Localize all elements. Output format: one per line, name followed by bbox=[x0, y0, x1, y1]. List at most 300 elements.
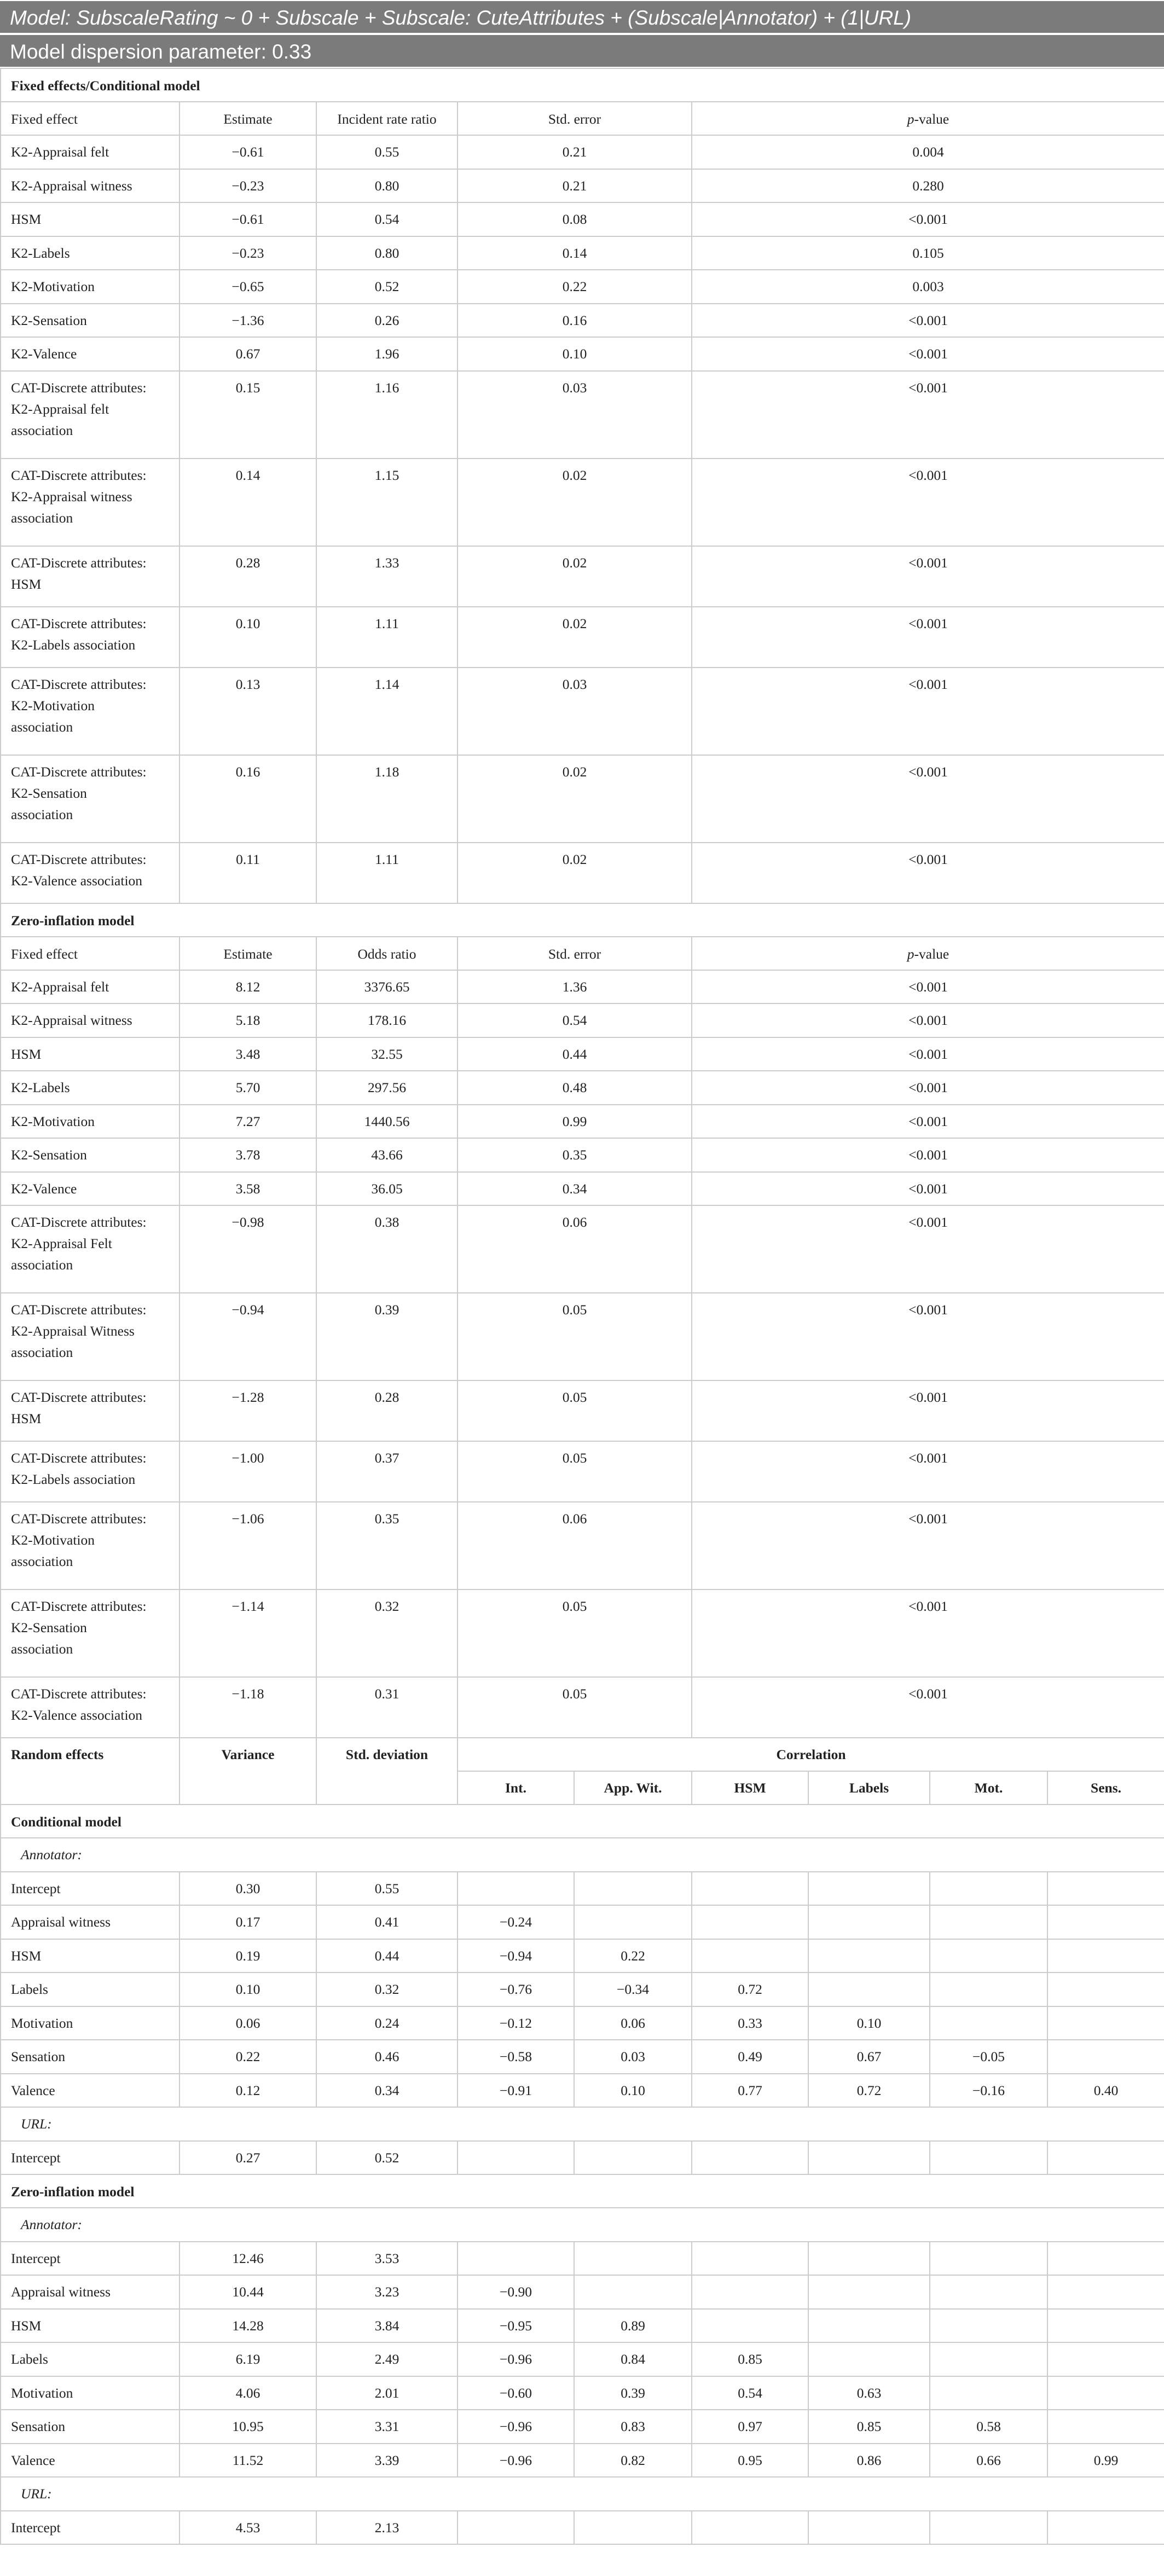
estimate: −0.61 bbox=[179, 135, 316, 169]
std-error: 0.02 bbox=[458, 607, 692, 668]
ratio: 0.52 bbox=[316, 270, 458, 304]
effect-name bbox=[1, 1441, 179, 1502]
correlation-cell bbox=[808, 2242, 930, 2276]
std-deviation: 0.52 bbox=[316, 2141, 458, 2175]
correlation-cell: −0.24 bbox=[458, 1905, 574, 1939]
p-value-cell: <0.001 bbox=[692, 1138, 1164, 1172]
correlation-cell: −0.16 bbox=[930, 2074, 1047, 2108]
results-table-body bbox=[1, 68, 1164, 2544]
header-row bbox=[1, 102, 1164, 135]
correlation-cell: −0.96 bbox=[458, 2410, 574, 2444]
effect-name-line: CAT-Discrete attributes: bbox=[11, 615, 147, 631]
correlation-cell: 0.89 bbox=[574, 2309, 692, 2343]
effect-name: HSM bbox=[1, 202, 179, 236]
effect-name-line: K2-Labels association bbox=[11, 636, 136, 653]
estimate: −1.28 bbox=[179, 1380, 316, 1441]
std-error: 0.05 bbox=[458, 1589, 692, 1677]
variance: 11.52 bbox=[179, 2444, 316, 2478]
std-deviation: 2.01 bbox=[316, 2376, 458, 2410]
variance: 10.95 bbox=[179, 2410, 316, 2444]
estimate: 0.10 bbox=[179, 607, 316, 668]
effect-name: K2-Labels bbox=[1, 236, 179, 270]
section-row bbox=[1, 903, 1164, 937]
effect-name bbox=[1, 668, 179, 755]
table-row bbox=[1, 1172, 1164, 1206]
table-row bbox=[1, 2342, 1164, 2376]
correlation-cell: 0.99 bbox=[1047, 2444, 1164, 2478]
std-error: 0.06 bbox=[458, 1205, 692, 1293]
p-value-cell: <0.001 bbox=[692, 607, 1164, 668]
std-error: 0.06 bbox=[458, 1502, 692, 1589]
section-label: Fixed effects/Conditional model bbox=[1, 68, 1164, 102]
ratio: 0.35 bbox=[316, 1502, 458, 1589]
correlation-cell bbox=[1047, 2410, 1164, 2444]
std-error: 0.35 bbox=[458, 1138, 692, 1172]
section-row bbox=[1, 68, 1164, 102]
ratio: 178.16 bbox=[316, 1003, 458, 1037]
table-row bbox=[1, 843, 1164, 903]
p-value-cell: 0.280 bbox=[692, 169, 1164, 203]
effect-name-line: CAT-Discrete attributes: bbox=[11, 554, 147, 571]
estimate: −1.06 bbox=[179, 1502, 316, 1589]
effect-name-line: association bbox=[11, 718, 73, 735]
std-deviation: 0.32 bbox=[316, 1972, 458, 2006]
table-row bbox=[1, 1003, 1164, 1037]
random-subgroup-row bbox=[1, 2477, 1164, 2511]
p-value-cell: <0.001 bbox=[692, 1037, 1164, 1071]
ratio: 0.55 bbox=[316, 135, 458, 169]
effect-name: K2-Motivation bbox=[1, 270, 179, 304]
correlation-cell bbox=[808, 1905, 930, 1939]
effect-name bbox=[1, 1205, 179, 1293]
estimate: 5.18 bbox=[179, 1003, 316, 1037]
effect-name-line: K2-Appraisal felt bbox=[11, 401, 109, 417]
effect-name-line: HSM bbox=[11, 1411, 42, 1426]
estimate: −0.23 bbox=[179, 236, 316, 270]
correlation-cell: 0.97 bbox=[692, 2410, 808, 2444]
random-effect-name: Labels bbox=[1, 1972, 179, 2006]
table-row bbox=[1, 169, 1164, 203]
ratio: 3376.65 bbox=[316, 970, 458, 1004]
variance: 0.30 bbox=[179, 1872, 316, 1906]
std-deviation: 0.41 bbox=[316, 1905, 458, 1939]
correlation-cell bbox=[808, 1972, 930, 2006]
correlation-cell bbox=[692, 1939, 808, 1973]
header-row bbox=[1, 937, 1164, 970]
variance: 4.06 bbox=[179, 2376, 316, 2410]
table-row bbox=[1, 2006, 1164, 2040]
estimate: −1.18 bbox=[179, 1677, 316, 1738]
table-row bbox=[1, 1441, 1164, 1502]
std-error: 0.08 bbox=[458, 202, 692, 236]
table-row bbox=[1, 1205, 1164, 1293]
ratio: 0.38 bbox=[316, 1205, 458, 1293]
correlation-cell: −0.96 bbox=[458, 2444, 574, 2478]
corr-header: Int. bbox=[458, 1771, 574, 1805]
model-formula-banner: Model: SubscaleRating ~ 0 + Subscale + Subscale: CuteAttributes + (Subscale|Annotator) + (1|URL) bbox=[0, 0, 1164, 34]
correlation-cell bbox=[692, 2309, 808, 2343]
correlation-cell: 0.06 bbox=[574, 2006, 692, 2040]
table-row bbox=[1, 1677, 1164, 1738]
effect-name-line: CAT-Discrete attributes: bbox=[11, 1511, 147, 1527]
section-label: Zero-inflation model bbox=[1, 903, 1164, 937]
correlation-cell bbox=[930, 2511, 1047, 2545]
correlation-cell: 0.58 bbox=[930, 2410, 1047, 2444]
effect-name-line: K2-Appraisal Felt bbox=[11, 1235, 112, 1251]
ratio: 36.05 bbox=[316, 1172, 458, 1206]
correlation-cell bbox=[1047, 1939, 1164, 1973]
p-value-cell: 0.105 bbox=[692, 236, 1164, 270]
correlation-cell: 0.10 bbox=[808, 2006, 930, 2040]
std-error: 0.02 bbox=[458, 459, 692, 546]
effect-name bbox=[1, 459, 179, 546]
correlation-cell: −0.76 bbox=[458, 1972, 574, 2006]
ratio: 1.96 bbox=[316, 337, 458, 371]
correlation-cell: 0.85 bbox=[692, 2342, 808, 2376]
correlation-cell bbox=[1047, 2511, 1164, 2545]
correlation-cell: 0.67 bbox=[808, 2040, 930, 2074]
table-row bbox=[1, 755, 1164, 843]
estimate: 3.48 bbox=[179, 1037, 316, 1071]
effect-name-line: association bbox=[11, 422, 73, 438]
p-value-cell: <0.001 bbox=[692, 668, 1164, 755]
p-value-cell bbox=[692, 937, 1164, 970]
estimate: −1.36 bbox=[179, 304, 316, 338]
random-subgroup-row bbox=[1, 2107, 1164, 2141]
std-deviation: 0.24 bbox=[316, 2006, 458, 2040]
ratio: 0.80 bbox=[316, 169, 458, 203]
random-effect-name: Intercept bbox=[1, 2242, 179, 2276]
table-row bbox=[1, 135, 1164, 169]
estimate: 0.13 bbox=[179, 668, 316, 755]
ratio: 0.31 bbox=[316, 1677, 458, 1738]
p-value-cell: <0.001 bbox=[692, 970, 1164, 1004]
table-row bbox=[1, 371, 1164, 459]
variance: 0.06 bbox=[179, 2006, 316, 2040]
p-italic: p bbox=[907, 111, 914, 127]
p-value-cell: <0.001 bbox=[692, 1589, 1164, 1677]
table-row bbox=[1, 1589, 1164, 1677]
effect-name bbox=[1, 1589, 179, 1677]
correlation-cell: 0.49 bbox=[692, 2040, 808, 2074]
effect-name-line: K2-Motivation bbox=[11, 697, 95, 713]
variance: 0.19 bbox=[179, 1939, 316, 1973]
effect-name bbox=[1, 843, 179, 903]
random-effect-name: Intercept bbox=[1, 2141, 179, 2175]
correlation-cell bbox=[1047, 2006, 1164, 2040]
effect-name-line: CAT-Discrete attributes: bbox=[11, 851, 147, 867]
correlation-cell: 0.33 bbox=[692, 2006, 808, 2040]
ratio: 1.16 bbox=[316, 371, 458, 459]
random-effect-name: Labels bbox=[1, 2342, 179, 2376]
effect-name bbox=[1, 1677, 179, 1738]
estimate: 8.12 bbox=[179, 970, 316, 1004]
col-header-random: Random effects bbox=[1, 1738, 179, 1805]
correlation-cell: 0.95 bbox=[692, 2444, 808, 2478]
random-effect-name: Valence bbox=[1, 2074, 179, 2108]
table-row bbox=[1, 270, 1164, 304]
random-group-row bbox=[1, 1805, 1164, 1838]
results-table bbox=[0, 68, 1164, 2545]
correlation-cell: −0.95 bbox=[458, 2309, 574, 2343]
table-row bbox=[1, 202, 1164, 236]
table-row bbox=[1, 1105, 1164, 1139]
correlation-cell bbox=[808, 2309, 930, 2343]
effect-name-line: CAT-Discrete attributes: bbox=[11, 1686, 147, 1702]
table-row bbox=[1, 970, 1164, 1004]
col-header-stderr: Std. error bbox=[458, 937, 692, 970]
correlation-cell bbox=[1047, 2242, 1164, 2276]
p-value-cell: 0.003 bbox=[692, 270, 1164, 304]
correlation-cell bbox=[692, 1905, 808, 1939]
corr-header: HSM bbox=[692, 1771, 808, 1805]
effect-name-line: association bbox=[11, 1553, 73, 1569]
std-deviation: 3.84 bbox=[316, 2309, 458, 2343]
table-row bbox=[1, 668, 1164, 755]
correlation-cell bbox=[930, 2309, 1047, 2343]
correlation-cell: −0.05 bbox=[930, 2040, 1047, 2074]
effect-name-line: HSM bbox=[11, 576, 42, 592]
corr-header: App. Wit. bbox=[574, 1771, 692, 1805]
ratio: 0.26 bbox=[316, 304, 458, 338]
effect-name: K2-Sensation bbox=[1, 1138, 179, 1172]
dispersion-banner: Model dispersion parameter: 0.33 bbox=[0, 34, 1164, 68]
estimate: −0.94 bbox=[179, 1293, 316, 1380]
p-value-cell: <0.001 bbox=[692, 1205, 1164, 1293]
correlation-cell bbox=[930, 1905, 1047, 1939]
std-error: 0.05 bbox=[458, 1380, 692, 1441]
correlation-cell bbox=[1047, 1972, 1164, 2006]
p-value-cell: <0.001 bbox=[692, 1071, 1164, 1105]
estimate: 0.28 bbox=[179, 546, 316, 607]
p-value-cell: <0.001 bbox=[692, 459, 1164, 546]
table-row bbox=[1, 1972, 1164, 2006]
table-row bbox=[1, 337, 1164, 371]
std-error: 0.02 bbox=[458, 843, 692, 903]
ratio: 43.66 bbox=[316, 1138, 458, 1172]
table-row bbox=[1, 2511, 1164, 2545]
col-header-stddev: Std. deviation bbox=[316, 1738, 458, 1805]
std-deviation: 0.34 bbox=[316, 2074, 458, 2108]
correlation-cell bbox=[930, 1939, 1047, 1973]
correlation-cell bbox=[692, 2275, 808, 2309]
correlation-cell bbox=[574, 2511, 692, 2545]
correlation-cell: −0.96 bbox=[458, 2342, 574, 2376]
correlation-cell bbox=[930, 2275, 1047, 2309]
correlation-cell: −0.90 bbox=[458, 2275, 574, 2309]
correlation-cell bbox=[808, 2511, 930, 2545]
table-row bbox=[1, 2141, 1164, 2175]
std-deviation: 3.39 bbox=[316, 2444, 458, 2478]
variance: 0.22 bbox=[179, 2040, 316, 2074]
ratio: 0.28 bbox=[316, 1380, 458, 1441]
random-subgroup-label: URL: bbox=[1, 2477, 1164, 2511]
table-row bbox=[1, 1071, 1164, 1105]
p-italic: p bbox=[907, 945, 914, 962]
std-error: 0.22 bbox=[458, 270, 692, 304]
corr-header: Sens. bbox=[1047, 1771, 1164, 1805]
std-error: 0.05 bbox=[458, 1293, 692, 1380]
correlation-cell bbox=[930, 2342, 1047, 2376]
table-row bbox=[1, 2040, 1164, 2074]
p-value-cell: <0.001 bbox=[692, 1677, 1164, 1738]
estimate: 0.14 bbox=[179, 459, 316, 546]
correlation-cell bbox=[1047, 1872, 1164, 1906]
variance: 0.27 bbox=[179, 2141, 316, 2175]
col-header-correlation: Correlation bbox=[458, 1738, 1164, 1771]
effect-name-line: association bbox=[11, 509, 73, 526]
col-header-ratio: Odds ratio bbox=[316, 937, 458, 970]
ratio: 32.55 bbox=[316, 1037, 458, 1071]
random-effect-name: Sensation bbox=[1, 2040, 179, 2074]
correlation-cell: 0.77 bbox=[692, 2074, 808, 2108]
col-header-effect: Fixed effect bbox=[1, 102, 179, 135]
effect-name: K2-Sensation bbox=[1, 304, 179, 338]
table-row bbox=[1, 1872, 1164, 1906]
p-value-cell: <0.001 bbox=[692, 1003, 1164, 1037]
correlation-cell bbox=[458, 2511, 574, 2545]
std-error: 0.21 bbox=[458, 135, 692, 169]
estimate: 3.78 bbox=[179, 1138, 316, 1172]
correlation-cell bbox=[808, 2141, 930, 2175]
effect-name: K2-Appraisal felt bbox=[1, 135, 179, 169]
p-value-cell: <0.001 bbox=[692, 546, 1164, 607]
effect-name-line: K2-Sensation bbox=[11, 1620, 87, 1635]
correlation-cell bbox=[808, 1872, 930, 1906]
corr-header: Mot. bbox=[930, 1771, 1047, 1805]
col-header-effect: Fixed effect bbox=[1, 937, 179, 970]
p-value-cell: 0.004 bbox=[692, 135, 1164, 169]
std-error: 0.48 bbox=[458, 1071, 692, 1105]
ratio: 1.14 bbox=[316, 668, 458, 755]
p-value-cell: <0.001 bbox=[692, 371, 1164, 459]
estimate: 0.15 bbox=[179, 371, 316, 459]
estimate: 0.67 bbox=[179, 337, 316, 371]
estimate: −0.65 bbox=[179, 270, 316, 304]
correlation-cell bbox=[808, 2275, 930, 2309]
correlation-cell bbox=[808, 1939, 930, 1973]
ratio: 0.32 bbox=[316, 1589, 458, 1677]
correlation-cell bbox=[1047, 2342, 1164, 2376]
correlation-cell: 0.63 bbox=[808, 2376, 930, 2410]
random-effect-name: Motivation bbox=[1, 2376, 179, 2410]
std-deviation: 3.31 bbox=[316, 2410, 458, 2444]
random-subgroup-row bbox=[1, 1838, 1164, 1872]
effect-name bbox=[1, 1380, 179, 1441]
random-header-row bbox=[1, 1738, 1164, 1771]
effect-name-line: CAT-Discrete attributes: bbox=[11, 1214, 147, 1230]
effect-name-line: CAT-Discrete attributes: bbox=[11, 1302, 147, 1318]
p-value-cell: <0.001 bbox=[692, 304, 1164, 338]
effect-name-line: K2-Motivation bbox=[11, 1532, 95, 1548]
correlation-cell bbox=[1047, 2309, 1164, 2343]
estimate: −1.00 bbox=[179, 1441, 316, 1502]
ratio: 1.33 bbox=[316, 546, 458, 607]
variance: 4.53 bbox=[179, 2511, 316, 2545]
corr-header: Labels bbox=[808, 1771, 930, 1805]
effect-name-line: CAT-Discrete attributes: bbox=[11, 379, 147, 396]
ratio: 1.15 bbox=[316, 459, 458, 546]
effect-name: K2-Appraisal witness bbox=[1, 169, 179, 203]
effect-name: K2-Appraisal felt bbox=[1, 970, 179, 1004]
table-row bbox=[1, 2376, 1164, 2410]
correlation-cell: −0.60 bbox=[458, 2376, 574, 2410]
std-error: 0.05 bbox=[458, 1441, 692, 1502]
table-row bbox=[1, 2074, 1164, 2108]
effect-name: K2-Appraisal witness bbox=[1, 1003, 179, 1037]
ratio: 0.39 bbox=[316, 1293, 458, 1380]
effect-name: K2-Motivation bbox=[1, 1105, 179, 1139]
correlation-cell bbox=[458, 2242, 574, 2276]
effect-name-line: K2-Valence association bbox=[11, 1707, 143, 1723]
correlation-cell: 0.40 bbox=[1047, 2074, 1164, 2108]
correlation-cell bbox=[808, 2342, 930, 2376]
effect-name-line: CAT-Discrete attributes: bbox=[11, 676, 147, 692]
estimate: 3.58 bbox=[179, 1172, 316, 1206]
variance: 0.17 bbox=[179, 1905, 316, 1939]
effect-name-line: K2-Sensation bbox=[11, 785, 87, 801]
effect-name bbox=[1, 1293, 179, 1380]
correlation-cell bbox=[1047, 1905, 1164, 1939]
p-value-cell: <0.001 bbox=[692, 1105, 1164, 1139]
correlation-cell bbox=[574, 1905, 692, 1939]
correlation-cell bbox=[1047, 2141, 1164, 2175]
std-error: 0.03 bbox=[458, 371, 692, 459]
table-row bbox=[1, 1293, 1164, 1380]
random-subgroup-label: Annotator: bbox=[1, 2208, 1164, 2242]
effect-name bbox=[1, 607, 179, 668]
std-deviation: 0.44 bbox=[316, 1939, 458, 1973]
std-error: 1.36 bbox=[458, 970, 692, 1004]
table-row bbox=[1, 1138, 1164, 1172]
estimate: −0.61 bbox=[179, 202, 316, 236]
correlation-cell bbox=[574, 1872, 692, 1906]
random-effect-name: Intercept bbox=[1, 1872, 179, 1906]
effect-name bbox=[1, 546, 179, 607]
random-group-row bbox=[1, 2174, 1164, 2208]
effect-name-line: association bbox=[11, 1641, 73, 1657]
std-error: 0.02 bbox=[458, 546, 692, 607]
correlation-cell: 0.85 bbox=[808, 2410, 930, 2444]
ratio: 1.11 bbox=[316, 843, 458, 903]
correlation-cell bbox=[458, 1872, 574, 1906]
variance: 14.28 bbox=[179, 2309, 316, 2343]
correlation-cell: −0.34 bbox=[574, 1972, 692, 2006]
ratio: 0.80 bbox=[316, 236, 458, 270]
table-row bbox=[1, 1939, 1164, 1973]
estimate: 5.70 bbox=[179, 1071, 316, 1105]
random-group-label: Zero-inflation model bbox=[1, 2174, 1164, 2208]
effect-name-line: CAT-Discrete attributes: bbox=[11, 1389, 147, 1405]
table-row bbox=[1, 459, 1164, 546]
table-row bbox=[1, 2444, 1164, 2478]
correlation-cell bbox=[930, 1872, 1047, 1906]
random-effect-name: Sensation bbox=[1, 2410, 179, 2444]
random-effect-name: Motivation bbox=[1, 2006, 179, 2040]
effect-name-line: CAT-Discrete attributes: bbox=[11, 763, 147, 780]
std-error: 0.10 bbox=[458, 337, 692, 371]
effect-name-line: CAT-Discrete attributes: bbox=[11, 1450, 147, 1466]
variance: 0.12 bbox=[179, 2074, 316, 2108]
p-value-cell: <0.001 bbox=[692, 1172, 1164, 1206]
std-error: 0.99 bbox=[458, 1105, 692, 1139]
correlation-cell: 0.39 bbox=[574, 2376, 692, 2410]
effect-name-line: K2-Appraisal witness bbox=[11, 488, 132, 504]
correlation-cell: 0.54 bbox=[692, 2376, 808, 2410]
correlation-cell bbox=[930, 1972, 1047, 2006]
random-effect-name: Valence bbox=[1, 2444, 179, 2478]
correlation-cell: 0.10 bbox=[574, 2074, 692, 2108]
